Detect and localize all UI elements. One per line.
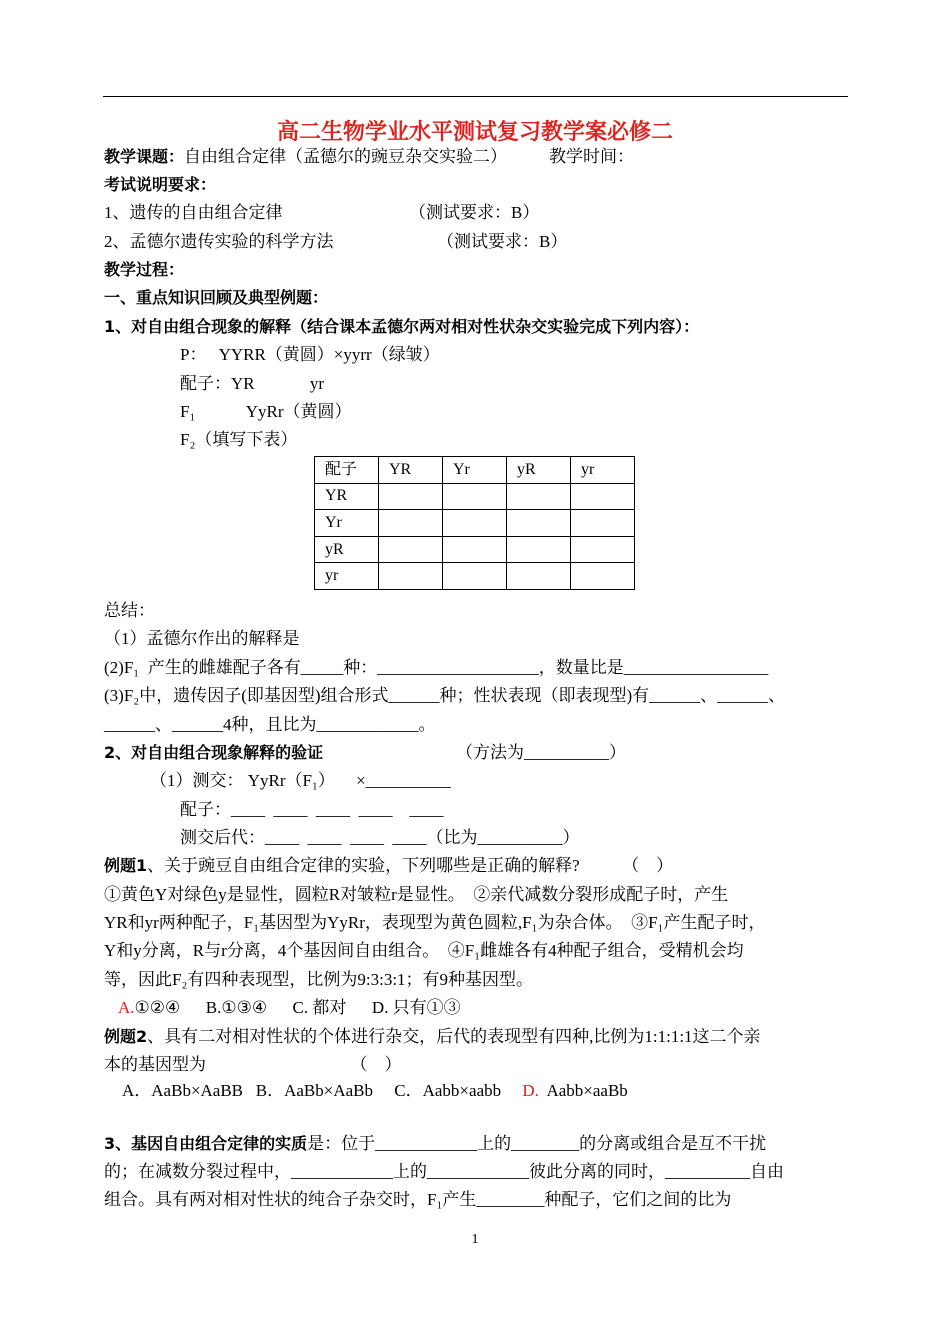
req-text: 2、孟德尔遗传实验的科学方法 <box>104 232 334 251</box>
summary-item: （1）孟德尔作出的解释是 <box>104 629 300 648</box>
answer-option: D. <box>522 1081 539 1100</box>
req-text: 1、遗传的自由组合定律 <box>104 203 283 222</box>
question-text: 、具有二对相对性状的个体进行杂交，后代的表现型有四种,比例为1:1:1:1这二个亲 <box>147 1027 761 1046</box>
q3-text: 组合。具有两对相对性状的纯合子杂交时，F₁产生________种配子，它们之间的比为 <box>104 1190 732 1209</box>
topic-line <box>104 146 634 168</box>
example1-label: 例题1 <box>104 856 148 875</box>
row-header: YR <box>315 483 379 510</box>
f2-line: F₂（填写下表） <box>180 430 298 449</box>
example1-question <box>104 855 673 877</box>
req-level: （测试要求：B） <box>437 232 568 251</box>
exam-req-label: 考试说明要求： <box>104 175 217 194</box>
header-cell: 配子 <box>315 457 379 484</box>
example1-text: Y和y分离，R与r分离，4个基因间自由组合。 ④F₁雌雄各有4种配子组合，受精机会均 <box>104 941 744 960</box>
q2-heading-line <box>104 742 626 764</box>
blank-cell[interactable] <box>443 563 507 590</box>
table-row <box>315 536 635 563</box>
blank-cell[interactable] <box>443 536 507 563</box>
testcross-offspring: 测交后代：____ ____ ____ ____（比为__________） <box>180 828 580 847</box>
options-text: Aabb×aaBb <box>538 1081 628 1100</box>
header-cell: yR <box>507 457 571 484</box>
blank-cell[interactable] <box>379 510 443 537</box>
q1-heading: 1、对自由组合现象的解释（结合课本孟德尔两对相对性状杂交实验完成下列内容）： <box>104 317 700 336</box>
example1-text: 等，因此F₂有四种表现型，比例为9:3:3:1；有9种基因型。 <box>104 970 534 989</box>
blank-cell[interactable] <box>571 563 635 590</box>
header-cell: YR <box>379 457 443 484</box>
testcross-line: （1）测交： YyRr（F₁） ×__________ <box>150 771 451 790</box>
blank-cell[interactable] <box>507 563 571 590</box>
summary-item: (3)F₂中，遗传因子(即基因型)组合形式______种；性状表现（即表现型)有______、______、 <box>104 686 786 705</box>
method-blank: （方法为__________） <box>456 743 626 762</box>
example1-options <box>118 997 461 1019</box>
answer-option: A. <box>118 998 135 1017</box>
options-text: ①②④ B.①③④ C. 都对 D. 只有①③ <box>134 998 461 1017</box>
topic-label: 教学课题： <box>104 147 185 166</box>
parent-cross: P： YYRR（黄圆）×yyrr（绿皱） <box>180 345 440 364</box>
example1-text: YR和yr两种配子，F₁基因型为YyRr，表现型为黄色圆粒,F₁为杂合体。 ③F₁产生配子时， <box>104 913 766 932</box>
q3-text: 的；在减数分裂过程中，____________上的____________彼此分离的同时，__________自由 <box>104 1162 784 1181</box>
blank-cell[interactable] <box>379 483 443 510</box>
f1-line: F₁ YyRr（黄圆） <box>180 402 352 421</box>
table-row <box>315 483 635 510</box>
blank-cell[interactable] <box>379 536 443 563</box>
page-number: 1 <box>471 1232 479 1247</box>
q3-heading: 3、基因自由组合定律的实质 <box>104 1134 308 1153</box>
header-rule <box>103 96 848 97</box>
exam-req-item <box>104 231 568 253</box>
summary-item: ______、______4种，且比为____________。 <box>104 715 436 734</box>
example2-question <box>104 1026 761 1048</box>
exam-req-item <box>104 202 540 224</box>
row-header: yr <box>315 563 379 590</box>
process-label: 教学过程： <box>104 260 185 279</box>
topic-value: 自由组合定律（孟德尔的豌豆杂交实验二） <box>184 147 508 166</box>
row-header: Yr <box>315 510 379 537</box>
time-label: 教学时间： <box>549 147 635 166</box>
row-header: yR <box>315 536 379 563</box>
q2-heading: 2、对自由组合现象解释的验证 <box>104 743 324 762</box>
table-row <box>315 563 635 590</box>
example2-label: 例题2 <box>104 1027 148 1046</box>
blank-cell[interactable] <box>379 563 443 590</box>
blank-cell[interactable] <box>443 510 507 537</box>
summary-item: (2)F₁ 产生的雌雄配子各有_____种：___________________，数量比是_________________ <box>104 658 769 677</box>
options-text: A．AaBb×AaBB B．AaBb×AaBb C．Aabb×aabb <box>122 1081 523 1100</box>
header-cell: Yr <box>443 457 507 484</box>
example2-options <box>122 1080 628 1102</box>
header-cell: yr <box>571 457 635 484</box>
blank-cell[interactable] <box>571 483 635 510</box>
summary-label: 总结： <box>104 601 155 620</box>
blank-cell[interactable] <box>507 510 571 537</box>
table-header-row <box>315 457 635 484</box>
blank-cell[interactable] <box>443 483 507 510</box>
question-text: 、关于豌豆自由组合定律的实验，下列哪些是正确的解释? （ ） <box>147 856 674 875</box>
example2-text: 本的基因型为 （ ） <box>104 1055 402 1074</box>
testcross-gametes: 配子：____ ____ ____ ____ ____ <box>180 800 444 819</box>
blank-cell[interactable] <box>507 483 571 510</box>
example1-text: ①黄色Y对绿色y是显性，圆粒R对皱粒r是显性。 ②亲代减数分裂形成配子时，产生 <box>104 885 729 904</box>
blank-cell[interactable] <box>571 536 635 563</box>
req-level: （测试要求：B） <box>409 203 540 222</box>
q3-line <box>104 1133 766 1155</box>
blank-cell[interactable] <box>571 510 635 537</box>
blank-cell[interactable] <box>507 536 571 563</box>
page-title: 高二生物学业水平测试复习教学案必修二 <box>276 120 673 145</box>
table-row <box>315 510 635 537</box>
section-heading: 一、重点知识回顾及典型例题： <box>104 288 329 307</box>
gamete-line: 配子：YR yr <box>180 374 325 393</box>
punnett-table <box>314 456 635 590</box>
q3-text: 是：位于____________上的________的分离或组合是互不干扰 <box>307 1134 767 1153</box>
